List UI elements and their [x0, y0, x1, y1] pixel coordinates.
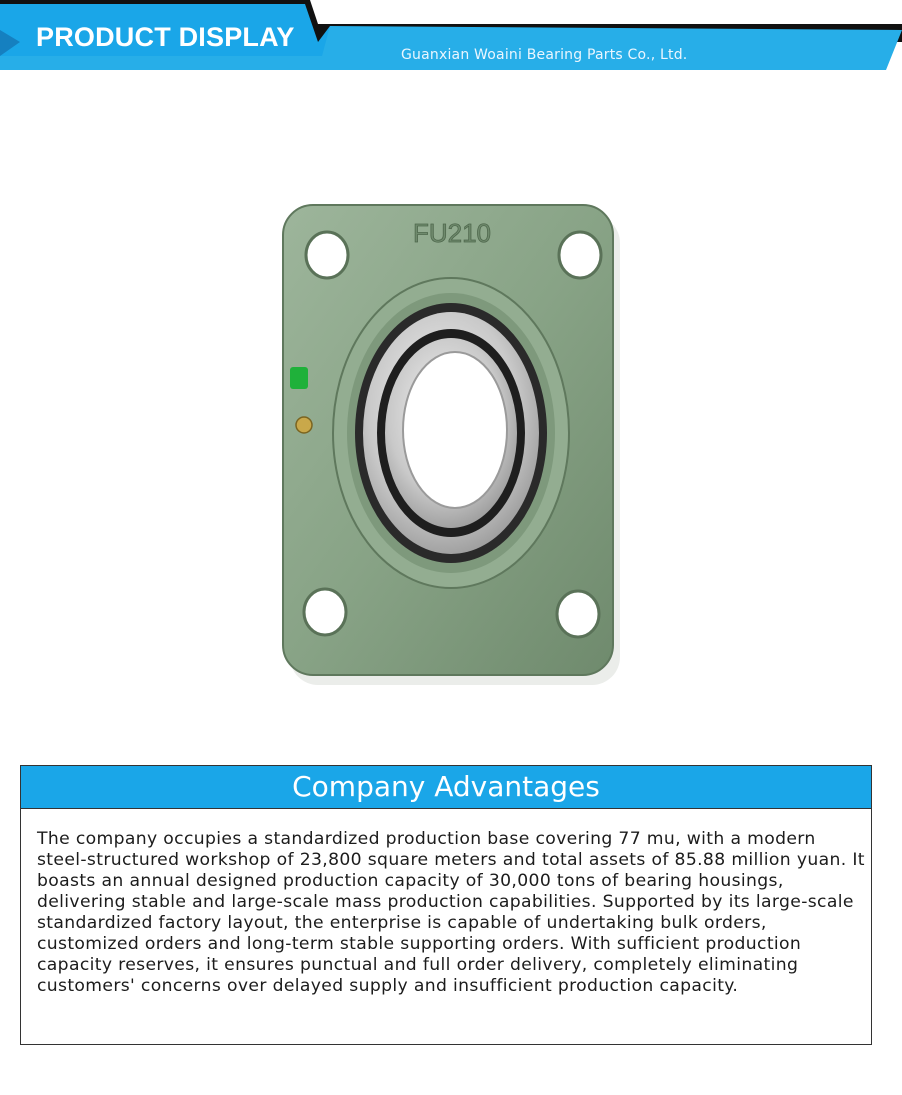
header-banner: [0, 0, 902, 80]
advantages-title: Company Advantages: [21, 766, 871, 809]
company-advantages-panel: [20, 765, 872, 1045]
company-name: Guanxian Woaini Bearing Parts Co., Ltd.: [401, 47, 688, 63]
advantages-text: The company occupies a standardized production base covering 77 mu, with a modern steel-structured workshop of 23,800 square meters and total assets of 85.88 million yuan. It boasts an annual designed production capacity of 30,000 tons of bearing housings, delivering stable and large-scale mass production capabilities. Supported by its large-scale standardized factory layout, the enterprise is capable of undertaking bulk orders, customized orders and long-term stable supporting orders. With sufficient production capacity reserves, it ensures punctual and full order delivery, completely eliminating customers' concerns over delayed supply and insufficient production capacity.: [37, 829, 865, 996]
page-title: PRODUCT DISPLAY: [36, 22, 295, 52]
model-marking: FU210: [412, 218, 492, 248]
flange-bearing-image: [0, 95, 902, 745]
product-photo: [0, 95, 902, 745]
